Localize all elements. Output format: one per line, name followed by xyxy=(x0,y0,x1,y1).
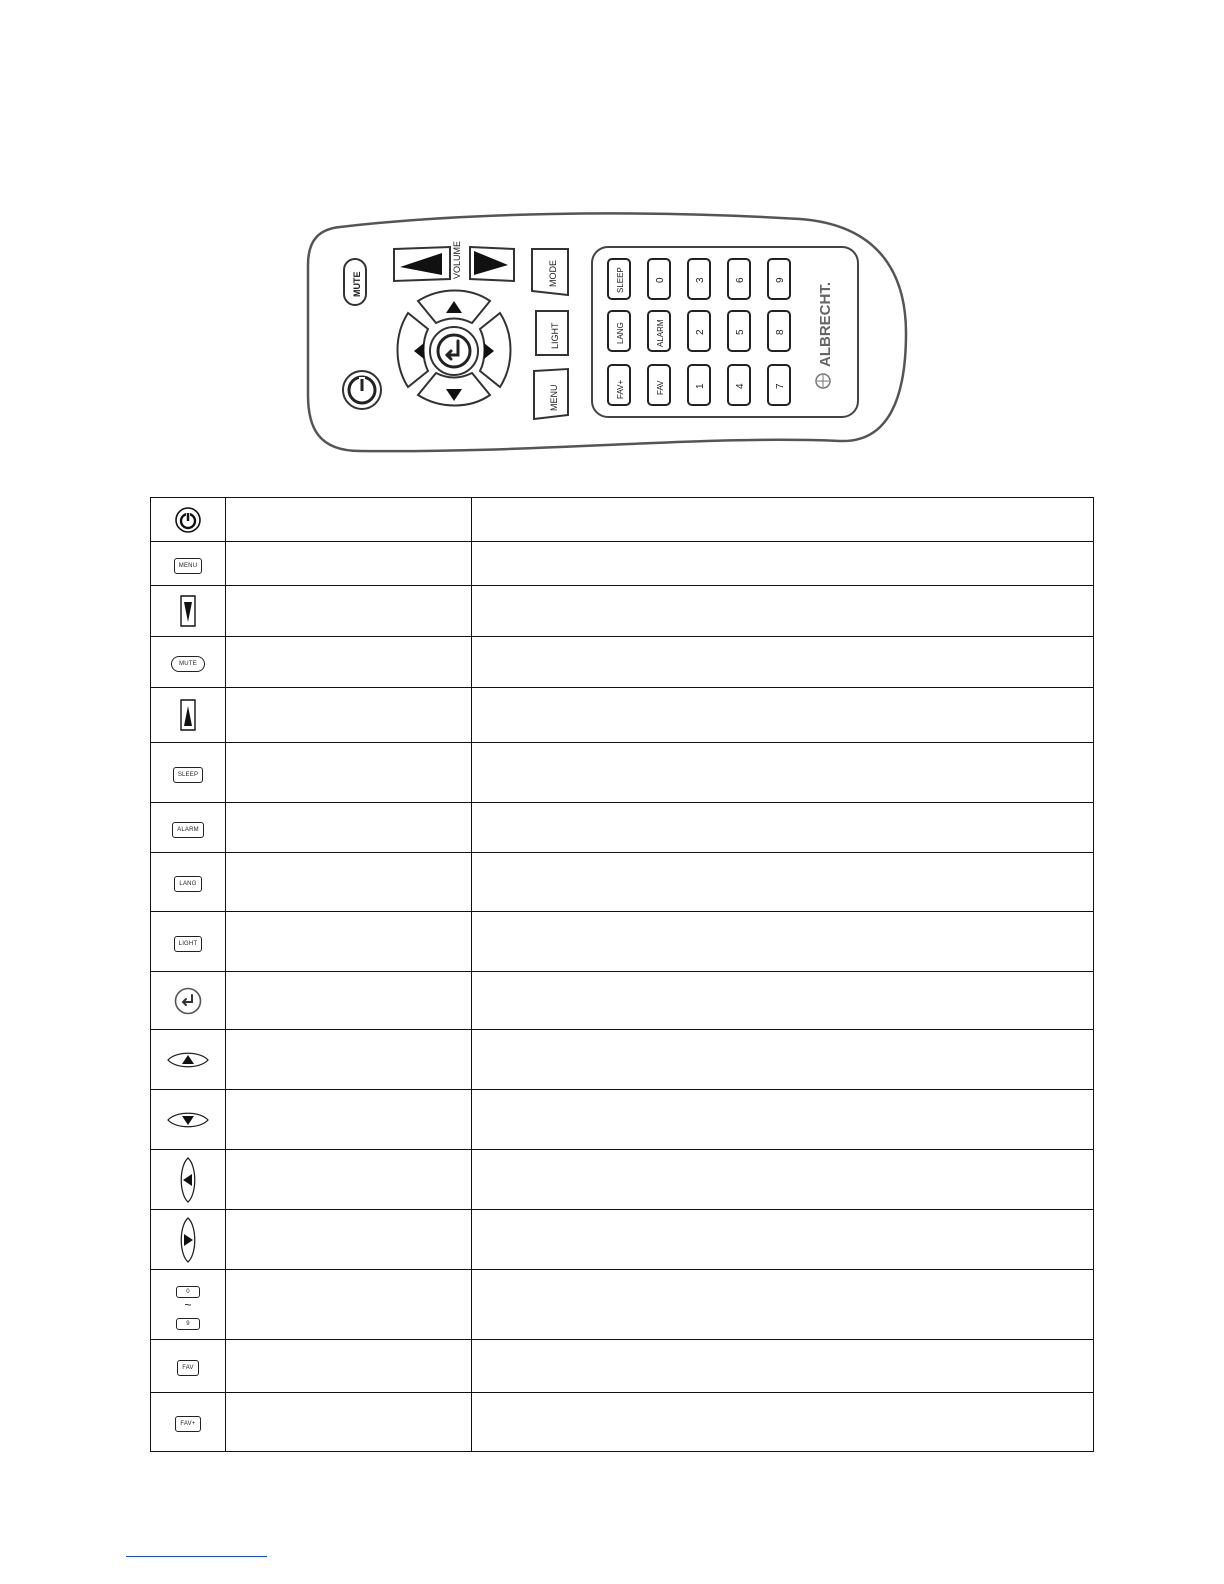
function-cell xyxy=(226,637,472,688)
number-key-0-icon: 0 xyxy=(176,1286,200,1298)
table-row xyxy=(151,853,1094,912)
svg-text:0: 0 xyxy=(655,277,666,283)
function-cell xyxy=(226,803,472,853)
table-row xyxy=(151,1393,1094,1452)
key-icon-cell xyxy=(151,743,226,803)
table-row xyxy=(151,972,1094,1030)
function-cell xyxy=(226,1393,472,1452)
range-sign: ~ xyxy=(184,1297,192,1312)
key-icon-cell xyxy=(151,637,226,688)
fav-plus-key-icon: FAV+ xyxy=(175,1416,200,1432)
description-cell xyxy=(472,688,1094,743)
lang-key-icon: LANG xyxy=(174,876,201,892)
key-reference-table xyxy=(150,497,1094,1452)
remote-key-1 xyxy=(688,365,710,405)
remote-key-9 xyxy=(768,259,790,299)
svg-text:6: 6 xyxy=(735,277,746,283)
enter-icon xyxy=(174,987,202,1015)
description-cell xyxy=(472,743,1094,803)
remote-volume-label: VOLUME xyxy=(452,240,462,279)
key-icon-cell xyxy=(151,498,226,542)
svg-text:LANG: LANG xyxy=(616,322,625,344)
remote-key-0 xyxy=(648,259,670,299)
remote-sleep-key xyxy=(608,259,630,299)
function-cell xyxy=(226,542,472,586)
function-cell xyxy=(226,912,472,972)
down-arrow-key-icon xyxy=(166,1109,210,1131)
remote-alarm-key xyxy=(648,311,670,351)
svg-text:LIGHT: LIGHT xyxy=(550,322,560,349)
footnote-separator xyxy=(126,1556,267,1557)
volume-up-key-icon xyxy=(178,698,198,732)
volume-down-key-icon xyxy=(178,594,198,628)
description-cell xyxy=(472,586,1094,637)
table-row xyxy=(151,743,1094,803)
key-icon-cell xyxy=(151,1393,226,1452)
key-icon-cell xyxy=(151,1340,226,1393)
svg-text:MENU: MENU xyxy=(549,384,559,411)
description-cell xyxy=(472,1150,1094,1210)
key-icon-cell xyxy=(151,1270,226,1340)
description-cell xyxy=(472,1210,1094,1270)
menu-key-icon: MENU xyxy=(174,558,202,574)
svg-text:MODE: MODE xyxy=(548,260,558,287)
description-cell xyxy=(472,1340,1094,1393)
key-icon-cell xyxy=(151,542,226,586)
function-cell xyxy=(226,1030,472,1090)
table-row xyxy=(151,498,1094,542)
description-cell xyxy=(472,1030,1094,1090)
left-arrow-key-icon xyxy=(177,1156,199,1204)
key-icon-cell xyxy=(151,1090,226,1150)
function-cell xyxy=(226,498,472,542)
svg-text:7: 7 xyxy=(775,383,786,389)
sleep-key-icon: SLEEP xyxy=(173,767,203,783)
svg-text:1: 1 xyxy=(695,383,706,389)
svg-text:2: 2 xyxy=(695,329,706,335)
table-row xyxy=(151,1090,1094,1150)
function-cell xyxy=(226,688,472,743)
table-row xyxy=(151,803,1094,853)
remote-key-4 xyxy=(728,365,750,405)
number-key-9-icon: 9 xyxy=(176,1318,200,1330)
remote-power-icon xyxy=(343,371,381,409)
svg-text:ALARM: ALARM xyxy=(656,319,665,347)
remote-volume-up-key xyxy=(470,247,514,281)
description-cell xyxy=(472,637,1094,688)
description-cell xyxy=(472,1270,1094,1340)
table-row xyxy=(151,1030,1094,1090)
svg-text:3: 3 xyxy=(695,277,706,283)
svg-text:9: 9 xyxy=(775,277,786,283)
key-icon-cell xyxy=(151,1030,226,1090)
key-icon-cell xyxy=(151,688,226,743)
description-cell xyxy=(472,498,1094,542)
key-icon-cell xyxy=(151,853,226,912)
fav-key-icon: FAV xyxy=(177,1360,199,1376)
remote-volume-down-key xyxy=(394,247,450,281)
function-cell xyxy=(226,586,472,637)
description-cell xyxy=(472,912,1094,972)
key-icon-cell xyxy=(151,1210,226,1270)
remote-mute-key xyxy=(344,259,366,305)
key-icon-cell xyxy=(151,912,226,972)
key-icon-cell xyxy=(151,803,226,853)
remote-key-5 xyxy=(728,311,750,351)
remote-lang-key xyxy=(608,311,630,351)
key-icon-cell xyxy=(151,586,226,637)
table-row xyxy=(151,542,1094,586)
mute-key-icon: MUTE xyxy=(171,656,205,672)
table-row xyxy=(151,1270,1094,1340)
remote-menu-key xyxy=(534,369,568,419)
remote-mode-key xyxy=(532,249,568,295)
function-cell xyxy=(226,1090,472,1150)
svg-text:5: 5 xyxy=(735,329,746,335)
svg-text:SLEEP: SLEEP xyxy=(616,267,625,293)
svg-text:FAV: FAV xyxy=(656,380,665,395)
function-cell xyxy=(226,1340,472,1393)
remote-key-3 xyxy=(688,259,710,299)
up-arrow-key-icon xyxy=(166,1049,210,1071)
right-arrow-key-icon xyxy=(177,1216,199,1264)
function-cell xyxy=(226,853,472,912)
svg-text:ALBRECHT.: ALBRECHT. xyxy=(817,282,834,367)
power-icon xyxy=(175,507,201,533)
remote-fav-plus-key xyxy=(608,365,630,405)
table-row xyxy=(151,912,1094,972)
key-icon-cell xyxy=(151,972,226,1030)
description-cell xyxy=(472,1393,1094,1452)
light-key-icon: LIGHT xyxy=(174,936,203,952)
function-cell xyxy=(226,1150,472,1210)
table-row xyxy=(151,1340,1094,1393)
table-row xyxy=(151,688,1094,743)
remote-key-7 xyxy=(768,365,790,405)
description-cell xyxy=(472,1090,1094,1150)
svg-text:4: 4 xyxy=(735,383,746,389)
table-row xyxy=(151,586,1094,637)
remote-key-6 xyxy=(728,259,750,299)
table-row xyxy=(151,1210,1094,1270)
description-cell xyxy=(472,803,1094,853)
remote-key-8 xyxy=(768,311,790,351)
remote-light-key xyxy=(536,311,568,355)
function-cell xyxy=(226,1210,472,1270)
remote-control-illustration xyxy=(300,205,912,461)
function-cell xyxy=(226,743,472,803)
key-icon-cell xyxy=(151,1150,226,1210)
remote-key-2 xyxy=(688,311,710,351)
svg-text:8: 8 xyxy=(775,329,786,335)
alarm-key-icon: ALARM xyxy=(172,822,204,838)
svg-text:MUTE: MUTE xyxy=(352,271,362,297)
remote-fav-key xyxy=(648,365,670,405)
function-cell xyxy=(226,972,472,1030)
description-cell xyxy=(472,853,1094,912)
function-cell xyxy=(226,1270,472,1340)
description-cell xyxy=(472,542,1094,586)
table-row xyxy=(151,1150,1094,1210)
svg-text:FAV+: FAV+ xyxy=(616,379,625,399)
description-cell xyxy=(472,972,1094,1030)
table-row xyxy=(151,637,1094,688)
